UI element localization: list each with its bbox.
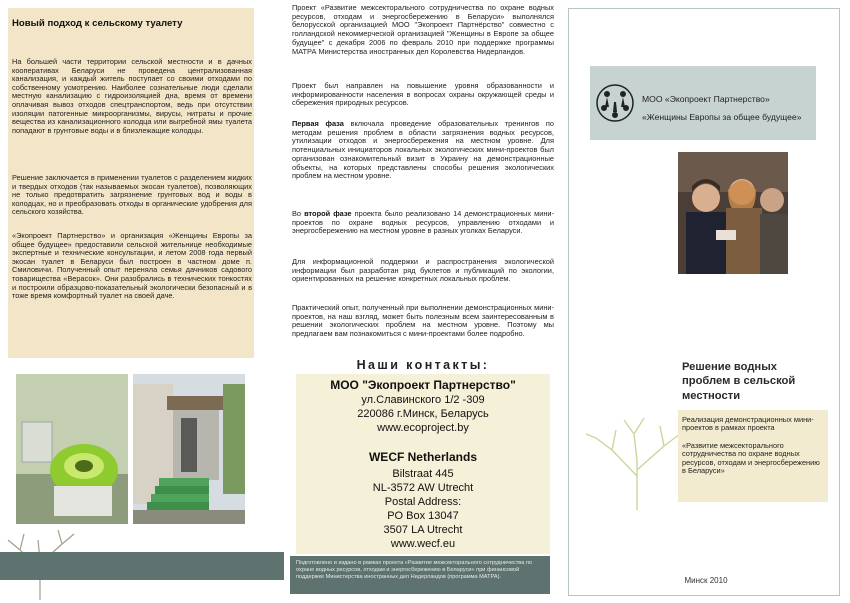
middle-paragraph-3 [292, 120, 554, 181]
cover-subtitle-1: Реализация демонстрационных мини-проектов в рамках проекта [682, 415, 814, 433]
middle-panel [284, 0, 562, 603]
second-phase-text: проекта было реализовано 14 демонстрационных мини-проектов по охране водных ресурсов, управлению отходами и энергосбережению на местном уровне в разных уголках Беларуси. [292, 209, 554, 236]
org1-website-link[interactable]: www.ecoproject.by [377, 422, 469, 434]
cover-title: Решение водных проблем в сельской местности [682, 361, 796, 402]
org2-city-2: 3507 LA Utrecht [383, 524, 463, 536]
org2-name: WECF Netherlands [368, 450, 477, 464]
org1-name: МОО "Экопроект Партнерство" [330, 378, 516, 392]
left-paragraph-1: На большей части территории сельской местности и в дачных кооперативах Беларуси не проведена централизованная канализация, и каждый житель поступает со своими отходами по собственному усмотрению. Наиболее сознательные люди сделали местную канализацию с гидроизоляцией дна, время от времени оплачивая вывоз отходов спецтранспортом, ведь при отсутствии изоляции патогенные микроорганизмы, вирусы, нитраты и прочие вещества из канализационного колодца или выгребной ямы туалета попадают в грунтовые воды и в близлежащие колодцы. [12, 57, 252, 135]
org2-city: NL-3572 AW Utrecht [372, 482, 474, 494]
right-panel [562, 0, 850, 603]
contacts-title: Наши контакты: [356, 358, 490, 372]
contacts-box [296, 374, 550, 554]
cover-subtitle-2: «Развитие межсекторального сотрудничества по охране водных ресурсов, отходам и энергосбережению в Беларуси» [682, 441, 820, 476]
org2-postal-label: Postal Address: [384, 496, 462, 508]
publication-year: Минск 2010 [684, 576, 728, 585]
women-group-photo [678, 152, 788, 274]
left-paragraph-2: Решение заключается в применении туалетов с разделением жидких и твердых отходов (так называемых экосан туалетов), позволяющих не только предотвратить загрязнение грунтовых вод и воды в колодцах, но и преобразовать отходы в органические удобрения для сельского хозяйства. [12, 173, 252, 217]
first-phase-text: включала проведение образовательных тренингов по методам решения проблем в области загрязнения водных ресурсов, утилизации отходов и энергосбережения на местном уровне. Для потенциальных инициаторов локальных экологических мини-проектов был организован ознакомительный визит в Украину на демонстрационные объекты, на которых представлены способы решения экологических проблем на местном уровне. [292, 119, 554, 181]
middle-paragraph-5: Для информационной поддержки и распространения экологической информации был разработан ряд буклетов и публикаций по экологии, ориентированных на решение конкретных локальных проблем. [292, 257, 554, 284]
left-bottom-band [0, 552, 284, 580]
org2-po-box: PO Box 13047 [387, 510, 459, 522]
cover-org1: МОО «Экопроект Партнерство» [642, 94, 770, 104]
left-article-title: Новый подход к сельскому туалету [12, 18, 183, 29]
organization-logo-icon [594, 82, 636, 124]
org1-city: 220086 г.Минск, Беларусь [357, 408, 489, 420]
middle-paragraph-4 [292, 210, 554, 236]
cover-org2: «Женщины Европы за общее будущее» [642, 112, 802, 122]
tree-cover-icon [582, 390, 692, 510]
org2-street: Bilstraat 445 [392, 468, 454, 480]
left-panel [0, 0, 284, 603]
publication-note: Подготовлено и издано в рамках проекта «Развитие межсекторального сотрудничества по охране водных ресурсов, отходам и энергосбережению в Беларуси» при финансовой поддержке Министерства иностранных дел Нидерландов (программа МАТРА). [296, 560, 533, 580]
middle-paragraph-2: Проект был направлен на повышение уровня образованности и информированности населения в вопросах охраны окружающей среды и сбережения природных ресурсов. [292, 81, 554, 108]
cover-subtitle-box [678, 410, 828, 502]
left-paragraph-3: «Экопроект Партнерство» и организация «Женщины Европы за общее будущее» предоставили сельской жительнице необходимые экспертные и технические консультации, и летом 2008 года первый экосан туалет в Беларуси был построен в частном доме п. Смиловичи. Полученный опыт переняла семья дачников садового товарищества «Верасок». Они разобрались в технических тонкостях и построили образцово-показательный экологически безопасный и в тоже время комфортный туалет на своей даче. [12, 231, 252, 301]
tree-decoration-icon [0, 500, 100, 600]
org2-website-link[interactable]: www.wecf.eu [390, 538, 456, 550]
house-photo [133, 374, 245, 524]
second-phase-prefix: Во [292, 209, 305, 218]
middle-paragraph-1: Проект «Развитие межсекторального сотрудничества по охране водных ресурсов, отходам и энергосбережению в Беларуси» выполнялся белорусской организацией МОО "Экопроект Партнёрство" совместно с голландской некоммерческой организацией "Женщины в Европе за общее будущее" с декабря 2006 по февраль 2010 при поддержке программы МАТРА Министерства иностранных дел Королевства Нидерландов. [292, 3, 554, 56]
middle-footer-band [290, 556, 550, 594]
first-phase-label: Первая фаза [292, 119, 344, 128]
middle-paragraph-6: Практический опыт, полученный при выполнении демонстрационных мини-проектов, на наш взгляд, может быть полезным всем заинтересованным в решении экологических проблем на местном уровне. Поэтому мы предлагаем вам познакомиться с мини-проектами более подробно. [292, 303, 554, 339]
cover-header-box [590, 66, 816, 140]
second-phase-label: второй фазе [304, 209, 352, 218]
org1-street: ул.Славинского 1/2 -309 [361, 394, 485, 406]
